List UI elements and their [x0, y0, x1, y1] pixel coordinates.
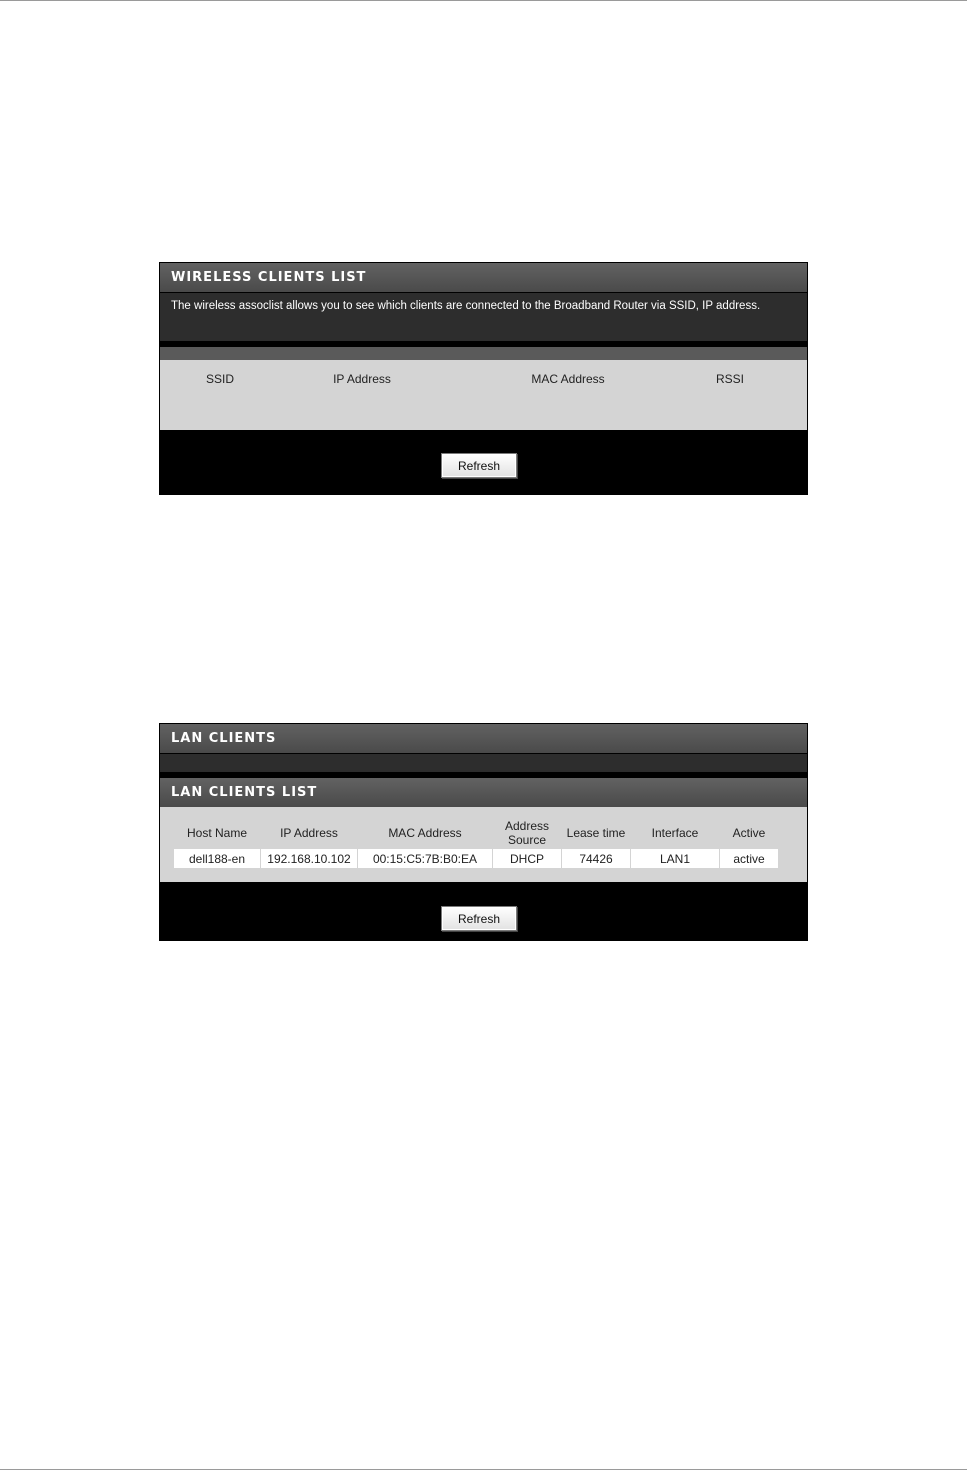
page-top-rule [0, 0, 967, 1]
column-header-interface: Interface [651, 826, 699, 840]
cell-ip-address: 192.168.10.102 [261, 849, 357, 868]
cell-active: active [720, 849, 778, 868]
lan-clients-subbar [160, 754, 807, 772]
column-header-lease-time: Lease time [566, 826, 626, 840]
wireless-clients-title: WIRELESS CLIENTS LIST [160, 263, 807, 292]
lan-refresh-button[interactable]: Refresh [441, 906, 517, 931]
cell-mac-address: 00:15:C5:7B:B0:EA [358, 849, 492, 868]
column-header-mac-address: MAC Address [531, 372, 605, 386]
address-source-line1: Address [504, 819, 550, 833]
table-row [174, 849, 778, 868]
lan-clients-title: LAN CLIENTS [160, 724, 807, 753]
wireless-clients-description: The wireless assoclist allows you to see which clients are connected to the Broadband Router via SSID, IP address. [160, 293, 807, 341]
column-header-ip-address: IP Address [333, 372, 391, 386]
wireless-clients-panel [159, 262, 808, 495]
column-header-ssid: SSID [205, 372, 235, 386]
table-header-row [174, 818, 778, 848]
page-bottom-rule [0, 1469, 967, 1470]
column-header-address-source [493, 818, 561, 848]
column-header-host-name: Host Name [186, 826, 248, 840]
wireless-table-header-bar [160, 347, 807, 360]
lan-clients-table [173, 817, 779, 869]
lan-clients-panel [159, 723, 808, 941]
lan-clients-list-title: LAN CLIENTS LIST [160, 778, 807, 807]
column-header-ip-address: IP Address [280, 826, 338, 840]
address-source-line2: Source [507, 833, 547, 847]
wireless-refresh-button[interactable]: Refresh [441, 453, 517, 478]
wireless-clients-table [160, 360, 807, 430]
cell-interface: LAN1 [631, 849, 719, 868]
cell-lease-time: 74426 [562, 849, 630, 868]
column-header-mac-address: MAC Address [388, 826, 462, 840]
column-header-rssi: RSSI [715, 372, 745, 386]
cell-address-source: DHCP [493, 849, 561, 868]
column-header-active: Active [732, 826, 766, 840]
cell-host-name: dell188-en [174, 849, 260, 868]
